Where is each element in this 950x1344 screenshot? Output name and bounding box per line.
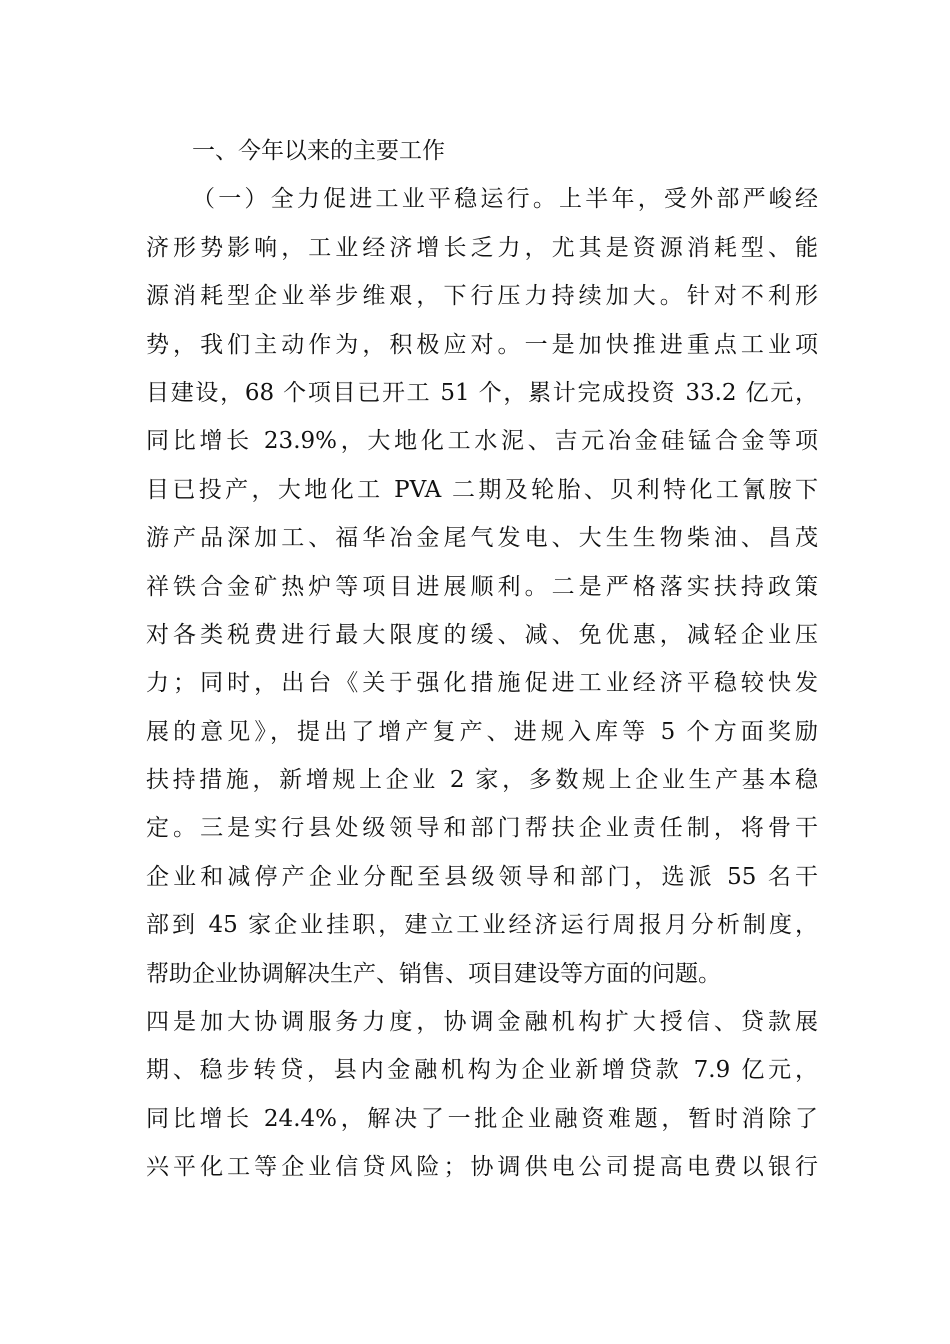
paragraph-line: 源消耗型企业举步维艰，下行压力持续加大。针对不利形 xyxy=(146,283,818,310)
paragraph-line: 目建设，68 个项目已开工 51 个，累计完成投资 33.2 亿元， xyxy=(146,379,818,406)
paragraph-line: 定。三是实行县处级领导和部门帮扶企业责任制，将骨干 xyxy=(146,815,818,842)
paragraph-line: 企业和减停产企业分配至县级领导和部门，选派 55 名干 xyxy=(146,863,818,890)
paragraph-line: 目已投产，大地化工 PVA 二期及轮胎、贝利特化工氰胺下 xyxy=(146,476,818,503)
section-heading: 一、今年以来的主要工作 xyxy=(192,138,445,164)
paragraph-line: 力；同时，出台《关于强化措施促进工业经济平稳较快发 xyxy=(146,670,818,697)
paragraph-line: 兴平化工等企业信贷风险；协调供电公司提高电费以银行 xyxy=(146,1154,818,1181)
paragraph-line: 期、稳步转贷，县内金融机构为企业新增贷款 7.9 亿元， xyxy=(146,1057,818,1084)
paragraph-line: 济形势影响，工业经济增长乏力，尤其是资源消耗型、能 xyxy=(146,234,818,261)
paragraph-line: 四是加大协调服务力度，协调金融机构扩大授信、贷款展 xyxy=(146,1009,818,1036)
document-body xyxy=(146,127,818,1192)
paragraph-line: 帮助企业协调解决生产、销售、项目建设等方面的问题。 xyxy=(146,960,721,987)
paragraph-line: 扶持措施，新增规上企业 2 家，多数规上企业生产基本稳 xyxy=(146,767,818,794)
paragraph-line: 对各类税费进行最大限度的缓、减、免优惠，减轻企业压 xyxy=(146,621,818,648)
paragraph-line: 同比增长 23.9%，大地化工水泥、吉元冶金硅锰合金等项 xyxy=(146,428,818,455)
paragraph-line: 部到 45 家企业挂职，建立工业经济运行周报月分析制度， xyxy=(146,912,818,939)
paragraph-line: 同比增长 24.4%，解决了一批企业融资难题，暂时消除了 xyxy=(146,1105,818,1132)
paragraph-line: （一）全力促进工业平稳运行。上半年，受外部严峻经 xyxy=(192,186,818,213)
paragraph-line: 祥铁合金矿热炉等项目进展顺利。二是严格落实扶持政策 xyxy=(146,573,818,600)
paragraph-line: 展的意见》，提出了增产复产、进规入库等 5 个方面奖励 xyxy=(146,718,818,745)
paragraph-line: 游产品深加工、福华冶金尾气发电、大生生物柴油、昌茂 xyxy=(146,525,818,552)
paragraph-line: 势，我们主动作为，积极应对。一是加快推进重点工业项 xyxy=(146,331,818,358)
